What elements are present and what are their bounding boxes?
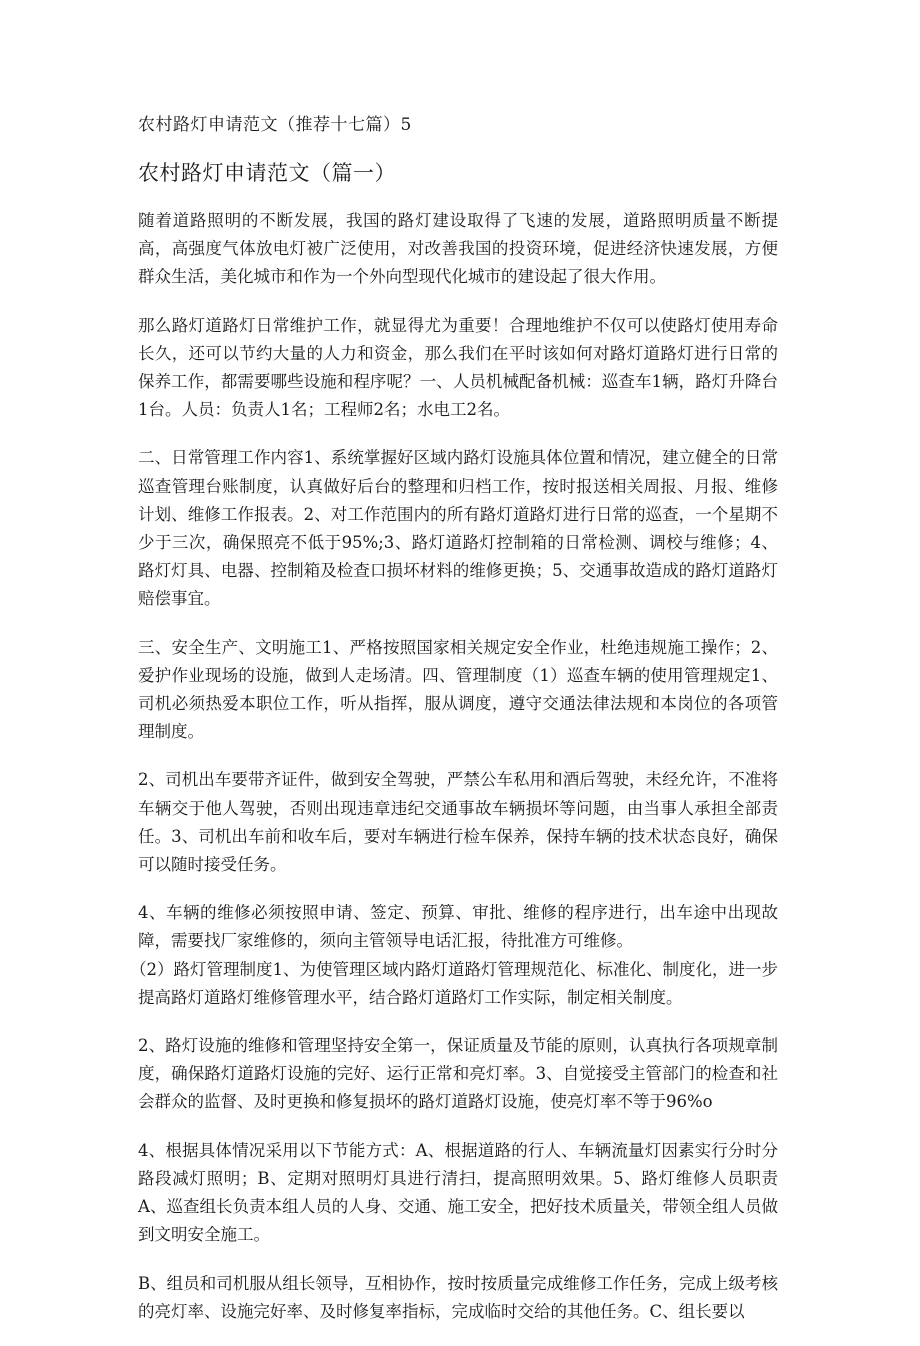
section-title: 农村路灯申请范文（篇一） xyxy=(138,161,396,185)
paragraph-team-duties: B、组员和司机服从组长领导，互相协作，按时按质量完成维修工作任务，完成上级考核的亮灯率、设施完好率、及时修复率指标，完成临时交给的其他任务。C、组长要以 xyxy=(138,1273,778,1321)
paragraph-energy-saving: 4、根据具体情况采用以下节能方式：A、根据道路的行人、车辆流量灯因素实行分时分路段减灯照明；B、定期对照明灯具进行清扫，提高照明效果。5、路灯维修人员职责A、巡查组长负责本组人员的人身、交通、施工安全，把好技术质量关，带领全组人员做到文明安全施工。 xyxy=(138,1140,778,1245)
document-body xyxy=(130,207,778,1346)
paragraph-driver-rules: 2、司机出车要带齐证件，做到安全驾驶，严禁公车私用和酒后驾驶，未经允许，不准将车辆交于他人驾驶，否则出现违章违纪交通事故车辆损坏等问题，由当事人承担全部责任。3、司机出车前和收车后，要对车辆进行检车保养，保持车辆的技术状态良好，确保可以随时接受任务。 xyxy=(138,770,778,875)
paragraph-safety: 三、安全生产、文明施工1、严格按照国家相关规定安全作业，杜绝违规施工操作；2、爱护作业现场的设施，做到人走场清。四、管理制度（1）巡查车辆的使用管理规定1、司机必须热爱本职位工作，听从指挥，服从调度，遵守交通法律法规和本岗位的各项管理制度。 xyxy=(138,637,778,742)
document-title: 农村路灯申请范文（推荐十七篇）5 xyxy=(138,115,412,135)
paragraph-streetlight-rules: （2）路灯管理制度1、为使管理区域内路灯道路灯管理规范化、标准化、制度化，进一步提高路灯道路灯维修管理水平，结合路灯道路灯工作实际，制定相关制度。 xyxy=(130,959,778,1007)
paragraph-vehicle-repair: 4、车辆的维修必须按照申请、签定、预算、审批、维修的程序进行，出车途中出现故障，需要找厂家维修的，须向主管领导电话汇报，待批准方可维修。 xyxy=(138,903,778,951)
paragraph-maintenance: 那么路灯道路灯日常维护工作，就显得尤为重要！合理地维护不仅可以使路灯使用寿命长久，还可以节约大量的人力和资金，那么我们在平时该如何对路灯道路灯进行日常的保养工作，都需要哪些设施和程序呢？一、人员机械配备机械：巡查车1辆，路灯升降台1台。人员：负责人1名；工程师2名；水电工2名。 xyxy=(138,315,778,420)
paragraph-daily-management: 二、日常管理工作内容1、系统掌握好区域内路灯设施具体位置和情况，建立健全的日常巡查管理台账制度，认真做好后台的整理和归档工作，按时报送相关周报、月报、维修计划、维修工作报表。2、对工作范围内的所有路灯道路灯进行日常的巡查，一个星期不少于三次，确保照亮不低于95%;3、路灯道路灯控制箱的日常检测、调校与维修；4、路灯灯具、电器、控制箱及检查口损坏材料的维修更换；5、交通事故造成的路灯道路灯赔偿事宜。 xyxy=(138,448,778,609)
paragraph-repair-principles: 2、路灯设施的维修和管理坚持安全第一，保证质量及节能的原则，认真执行各项规章制度，确保路灯道路灯设施的完好、运行正常和亮灯率。3、自觉接受主管部门的检查和社会群众的监督、及时更换和修复损坏的路灯道路灯设施，使亮灯率不等于96%o xyxy=(138,1036,778,1112)
paragraph-intro: 随着道路照明的不断发展，我国的路灯建设取得了飞速的发展，道路照明质量不断提高，高强度气体放电灯被广泛使用，对改善我国的投资环境，促进经济快速发展，方便群众生活，美化城市和作为一个外向型现代化城市的建设起了很大作用。 xyxy=(138,211,778,287)
